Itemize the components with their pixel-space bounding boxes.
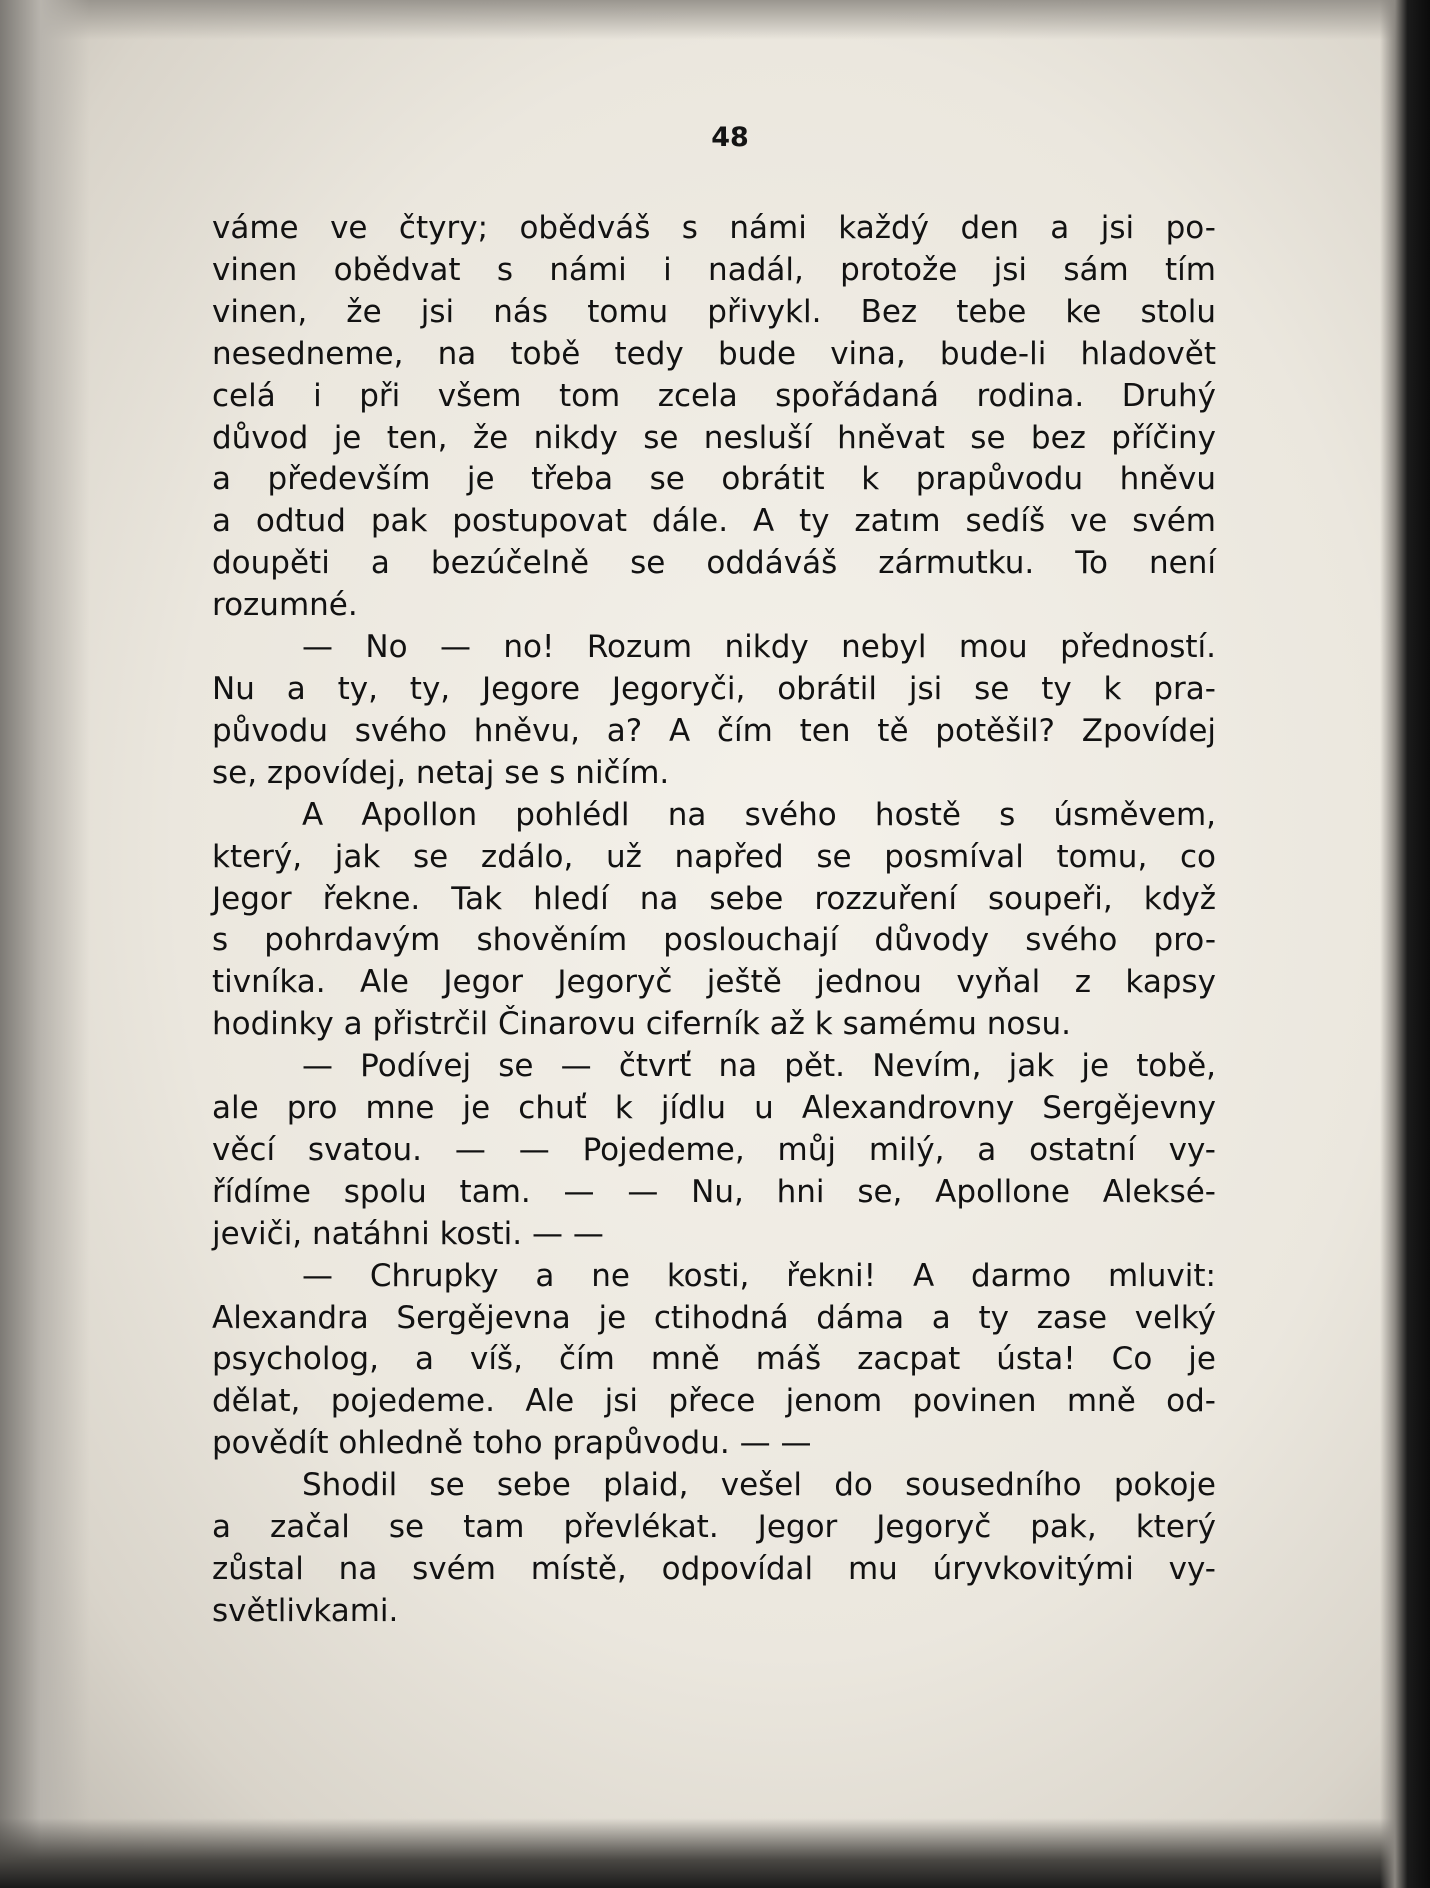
text-line: vinen obědvat s námi i nadál, protože jsi sám tím — [212, 251, 1216, 288]
text-line: vinen, že jsi nás tomu přivykl. Bez tebe ke stolu — [212, 293, 1216, 330]
text-line: Nu a ty, ty, Jegore Jegoryči, obrátil jsi se ty k pra- — [212, 670, 1216, 707]
text-line: Jegor řekne. Tak hledí na sebe rozzuření soupeři, když — [212, 880, 1216, 917]
text-line: celá i při všem tom zcela spořádaná rodina. Druhý — [212, 377, 1216, 414]
paragraph — [212, 1465, 1216, 1633]
text-line: tivníka. Ale Jegor Jegoryč ještě jednou vyňal z kapsy — [212, 964, 1216, 1001]
text-line: se, zpovídej, netaj se s ničím. — [212, 754, 670, 791]
paragraph — [212, 795, 1216, 1046]
text-line: — Chrupky a ne kosti, řekni! A darmo mluvit: — [302, 1257, 1216, 1294]
text-line: jeviči, natáhni kosti. — — — [212, 1215, 604, 1252]
text-line: a především je třeba se obrátit k prapůvodu hněvu — [212, 461, 1216, 498]
page-left-shadow — [0, 0, 90, 1888]
page-number: 48 — [711, 122, 749, 153]
text-line: a začal se tam převlékat. Jegor Jegoryč pak, který — [212, 1509, 1216, 1546]
paragraph — [212, 1256, 1216, 1466]
text-line: důvod je ten, že nikdy se nesluší hněvat se bez příčiny — [212, 419, 1216, 456]
page-right-edge — [1380, 0, 1430, 1888]
text-line: doupěti a bezúčelně se oddáváš zármutku. To není — [212, 545, 1216, 582]
page-top-shadow — [0, 0, 1430, 40]
text-line: rozumné. — [212, 587, 358, 624]
text-line: ale pro mne je chuť k jídlu u Alexandrovny Sergějevny — [212, 1090, 1216, 1127]
text-line: váme ve čtyry; obědváš s námi každý den a jsi po- — [212, 210, 1216, 246]
text-line: — No — no! Rozum nikdy nebyl mou předností. — [302, 629, 1216, 666]
text-line: psycholog, a víš, čím mně máš zacpat ústa! Co je — [212, 1341, 1216, 1378]
text-line: světlivkami. — [212, 1592, 399, 1629]
text-line: hodinky a přistrčil Činarovu ciferník až k samému nosu. — [212, 1006, 1071, 1043]
text-line: A Apollon pohlédl na svého hostě s úsměvem, — [302, 796, 1216, 833]
body-text — [212, 208, 1216, 1633]
page-bottom-shadow — [0, 1818, 1430, 1888]
text-line: — Podívej se — čtvrť na pět. Nevím, jak je tobě, — [302, 1048, 1216, 1085]
text-line: věcí svatou. — — Pojedeme, můj milý, a ostatní vy- — [212, 1131, 1216, 1168]
paragraph — [212, 1046, 1216, 1256]
text-line: Shodil se sebe plaid, vešel do sousedního pokoje — [302, 1467, 1216, 1504]
text-line: řídíme spolu tam. — — Nu, hni se, Apollone Aleksé- — [212, 1173, 1216, 1210]
text-line: Alexandra Sergějevna je ctihodná dáma a ty zase velký — [212, 1299, 1216, 1336]
text-line: dělat, pojedeme. Ale jsi přece jenom povinen mně od- — [212, 1383, 1216, 1420]
text-line: a odtud pak postupovat dále. A ty zatım sedíš ve svém — [212, 503, 1216, 540]
text-line: povědít ohledně toho prapůvodu. — — — [212, 1425, 812, 1462]
paragraph — [212, 627, 1216, 795]
text-line: původu svého hněvu, a? A čím ten tě potěšil? Zpovídej — [212, 712, 1216, 749]
paragraph — [212, 208, 1216, 627]
text-line: který, jak se zdálo, už napřed se posmíval tomu, co — [212, 838, 1216, 875]
text-line: s pohrdavým shověním poslouchají důvody svého pro- — [212, 922, 1216, 959]
text-line: nesedneme, na tobě tedy bude vina, bude-li hladovět — [212, 335, 1216, 372]
text-line: zůstal na svém místě, odpovídal mu úryvkovitými vy- — [212, 1551, 1216, 1587]
